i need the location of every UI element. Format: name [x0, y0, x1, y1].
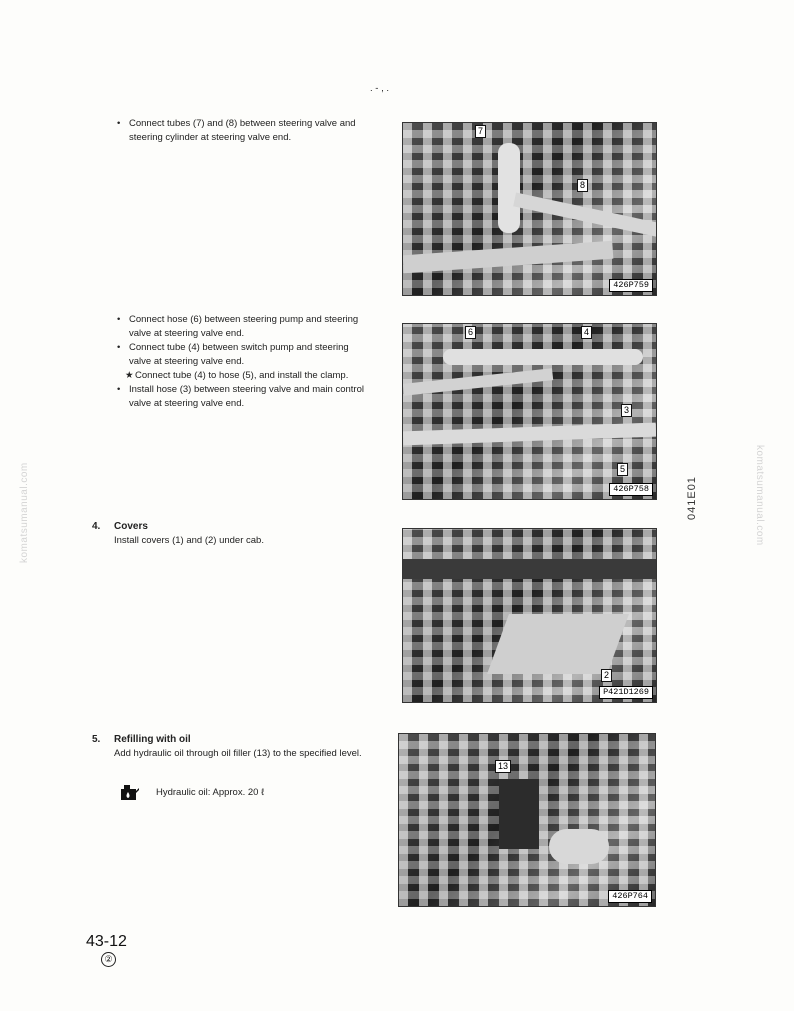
- watermark-left: komatsumanual.com: [19, 462, 30, 563]
- photo-steering-valve-tubes: [402, 122, 657, 296]
- instruction-item: [117, 313, 365, 341]
- section-number: 4.: [92, 521, 101, 532]
- callout: 3: [621, 404, 632, 417]
- header-mark: . - , .: [370, 83, 389, 94]
- callout: 5: [617, 463, 628, 476]
- section-title: Covers: [114, 521, 148, 532]
- photo-code: P421D1269: [599, 686, 653, 699]
- instruction-text: Connect tube (4) between switch pump and steering valve at steering valve end.: [129, 342, 349, 367]
- instruction-list: [117, 313, 365, 411]
- bullet: •: [117, 384, 121, 395]
- instruction-note: [117, 369, 365, 383]
- photo-steering-hoses: [402, 323, 657, 500]
- bullet: •: [117, 314, 121, 325]
- instruction-item: [117, 383, 365, 411]
- photo-code: 426P759: [609, 279, 653, 292]
- section-title: Refilling with oil: [114, 734, 191, 745]
- oil-can-icon: [120, 783, 140, 801]
- callout: 7: [475, 125, 486, 138]
- instruction-item: [117, 341, 365, 369]
- bullet: •: [117, 118, 121, 129]
- revision-mark: ②: [101, 952, 116, 967]
- watermark-right: komatsumanual.com: [754, 445, 765, 546]
- section-covers: [92, 520, 362, 548]
- callout: 2: [601, 669, 612, 682]
- oil-spec: Hydraulic oil: Approx. 20 ℓ: [156, 787, 265, 798]
- section-text: Install covers (1) and (2) under cab.: [114, 535, 264, 546]
- callout: 4: [581, 326, 592, 339]
- star-icon: ★: [125, 370, 134, 381]
- bullet: •: [117, 342, 121, 353]
- photo-covers-under-cab: [402, 528, 657, 703]
- page-number: 43-12: [86, 933, 127, 950]
- photo-code: 426P758: [609, 483, 653, 496]
- section-text: Add hydraulic oil through oil filler (13) to the specified level.: [114, 748, 362, 759]
- instruction-text: Install hose (3) between steering valve and main control valve at steering valve end.: [129, 384, 364, 409]
- callout: 6: [465, 326, 476, 339]
- instruction-item: [117, 117, 365, 145]
- section-number: 5.: [92, 734, 101, 745]
- document-code: 041E01: [686, 476, 698, 520]
- callout: 13: [495, 760, 511, 773]
- instruction-text: Connect tube (4) to hose (5), and install the clamp.: [135, 370, 349, 381]
- instruction-text: Connect hose (6) between steering pump and steering valve at steering valve end.: [129, 314, 359, 339]
- callout: 8: [577, 179, 588, 192]
- section-refilling: [92, 733, 367, 761]
- instruction-text: Connect tubes (7) and (8) between steering valve and steering cylinder at steering valve end.: [129, 118, 356, 143]
- photo-oil-filler: [398, 733, 656, 907]
- photo-code: 426P764: [608, 890, 652, 903]
